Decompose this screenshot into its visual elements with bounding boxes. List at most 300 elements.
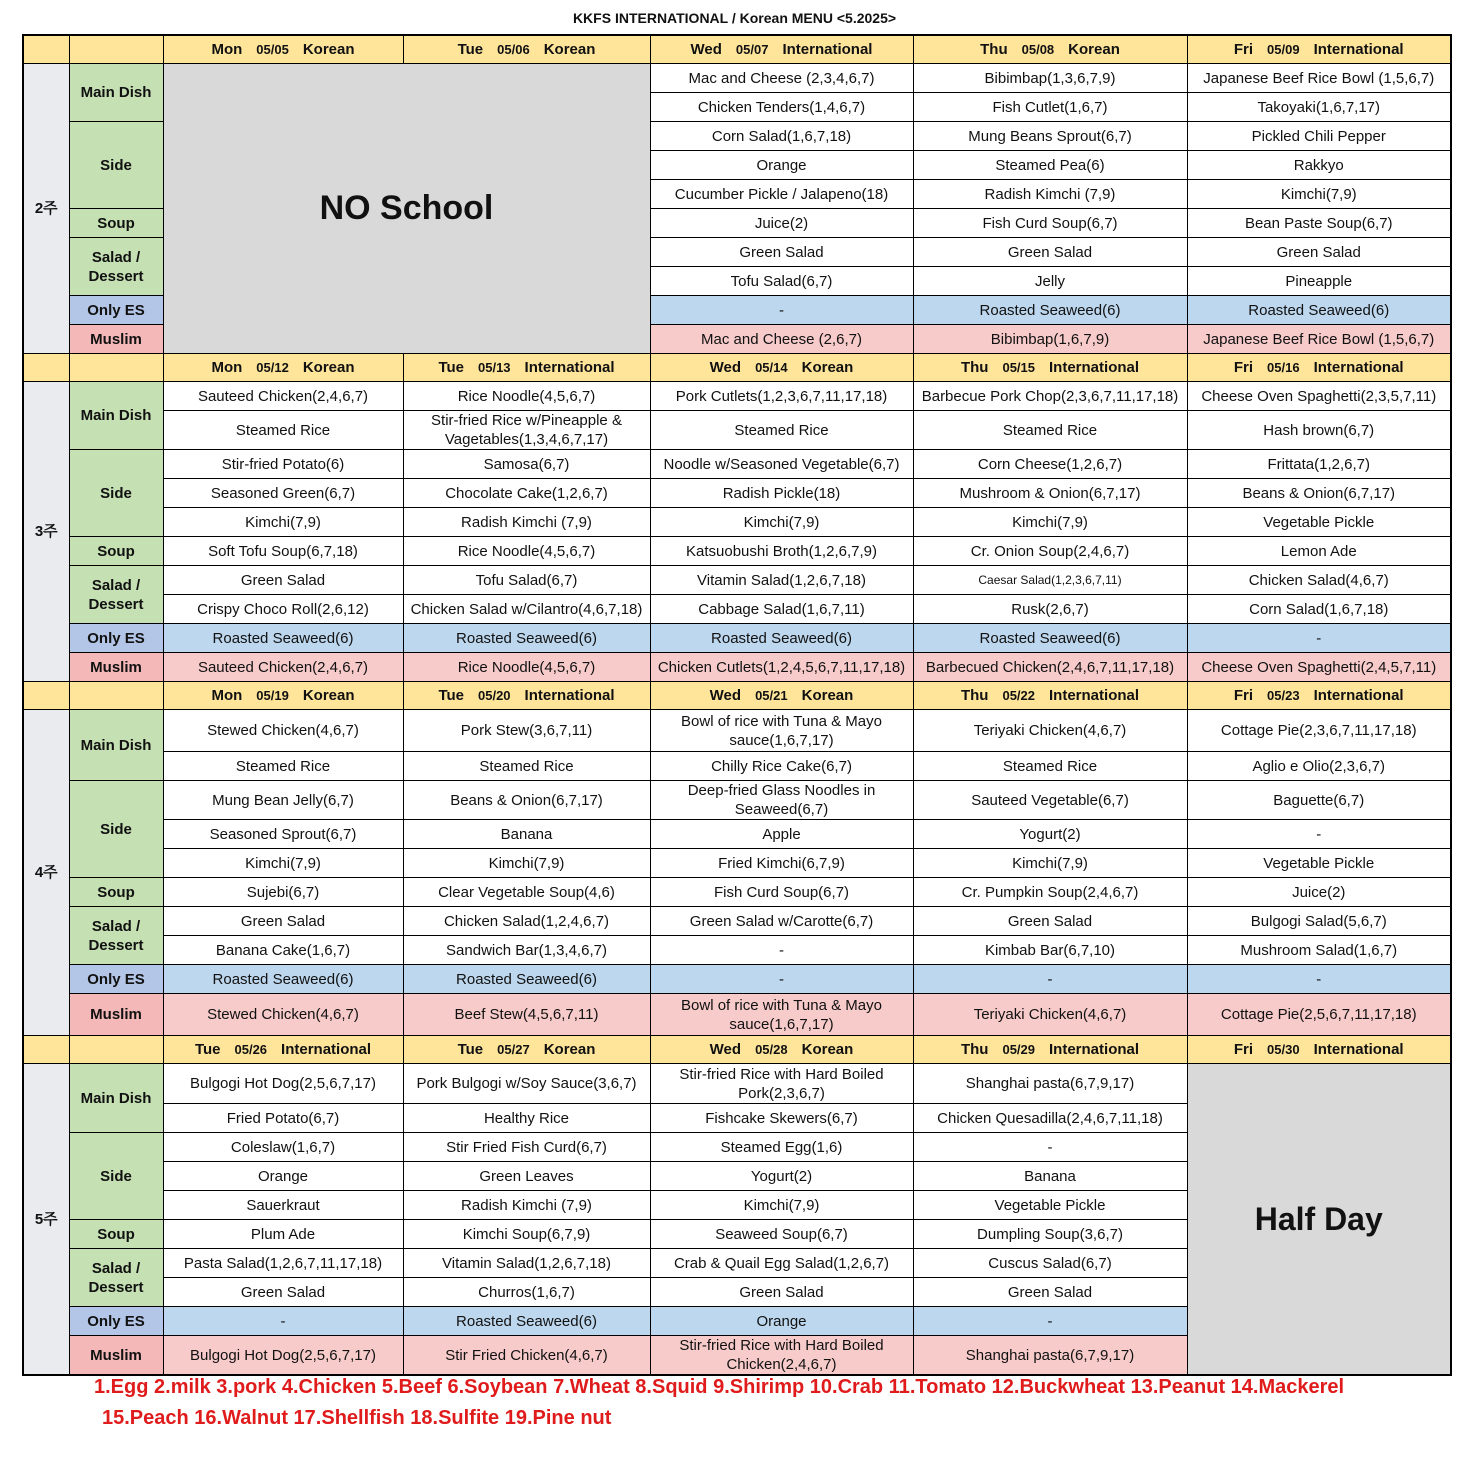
day-header [650,682,913,710]
menu-item: - [650,296,913,325]
menu-row [23,653,1451,682]
menu-row [23,820,1451,849]
menu-item: - [163,1307,403,1336]
day-menu-type: International [524,687,615,704]
menu-row [23,411,1451,450]
menu-item: Apple [650,820,913,849]
menu-item: Banana [913,1162,1187,1191]
category-side: Side [69,781,163,878]
category-soup: Soup [69,878,163,907]
day-menu-type: Korean [302,359,355,376]
category-salad: Salad / Dessert [69,1249,163,1307]
day-header [650,1036,913,1064]
menu-item: Green Leaves [403,1162,650,1191]
day-header [403,35,650,64]
menu-item: Kimchi(7,9) [403,849,650,878]
category-muslim: Muslim [69,1336,163,1376]
menu-item: Chilly Rice Cake(6,7) [650,752,913,781]
day-header [403,1036,650,1064]
menu-item: Steamed Rice [913,752,1187,781]
menu-item: Crispy Choco Roll(2,6,12) [163,595,403,624]
menu-item: Cr. Onion Soup(2,4,6,7) [913,537,1187,566]
day-name: Fri [1233,1041,1254,1058]
menu-item: Bulgogi Salad(5,6,7) [1187,907,1451,936]
menu-item: Tofu Salad(6,7) [650,267,913,296]
menu-item: Vegetable Pickle [913,1191,1187,1220]
day-date: 05/28 [755,1042,788,1057]
menu-item: Beans & Onion(6,7,17) [1187,479,1451,508]
menu-item: Radish Kimchi (7,9) [403,508,650,537]
menu-item: Steamed Rice [403,752,650,781]
menu-item: Roasted Seaweed(6) [163,965,403,994]
menu-item: Churros(1,6,7) [403,1278,650,1307]
menu-item: Cheese Oven Spaghetti(2,3,5,7,11) [1187,382,1451,411]
menu-item: Kimchi(7,9) [1187,180,1451,209]
menu-item: Barbecued Chicken(2,4,6,7,11,17,18) [913,653,1187,682]
day-menu-type: International [1049,687,1140,704]
menu-item: Stewed Chicken(4,6,7) [163,710,403,752]
menu-item: - [650,936,913,965]
menu-item: Green Salad [163,1278,403,1307]
day-name: Tue [438,359,464,376]
menu-item: Yogurt(2) [650,1162,913,1191]
menu-item: Teriyaki Chicken(4,6,7) [913,710,1187,752]
day-menu-type: Korean [543,41,596,58]
menu-item: Bibimbap(1,3,6,7,9) [913,64,1187,93]
day-date: 05/12 [256,360,289,375]
day-date: 05/21 [755,688,788,703]
half-day-cell: Half Day [1187,1064,1451,1376]
menu-item: Chicken Salad(1,2,4,6,7) [403,907,650,936]
menu-row [23,1064,1451,1104]
menu-item: Bowl of rice with Tuna & Mayo sauce(1,6,7,17) [650,994,913,1036]
menu-item: Steamed Rice [163,752,403,781]
menu-item: Kimchi Soup(6,7,9) [403,1220,650,1249]
header-blank [69,682,163,710]
menu-item: Bowl of rice with Tuna & Mayo sauce(1,6,7,17) [650,710,913,752]
day-menu-type: Korean [1068,41,1120,58]
day-header [913,35,1187,64]
menu-item: - [913,1307,1187,1336]
menu-item: Cucumber Pickle / Jalapeno(18) [650,180,913,209]
menu-item: Green Salad [163,907,403,936]
allergen-legend [94,1372,1344,1434]
category-muslim: Muslim [69,994,163,1036]
menu-item: Mac and Cheese (2,6,7) [650,325,913,354]
menu-item: Rice Noodle(4,5,6,7) [403,653,650,682]
day-header [913,354,1187,382]
menu-item: Sauteed Chicken(2,4,6,7) [163,382,403,411]
menu-item: Takoyaki(1,6,7,17) [1187,93,1451,122]
menu-item: Stir-fried Rice w/Pineapple & Vagetables(1,3,4,6,7,17) [403,411,650,450]
day-name: Thu [960,687,989,704]
menu-item: - [1187,624,1451,653]
menu-row [23,508,1451,537]
day-menu-type: International [524,359,615,376]
day-menu-type: International [1313,41,1404,58]
menu-item: Cottage Pie(2,3,6,7,11,17,18) [1187,710,1451,752]
menu-item: Sauteed Chicken(2,4,6,7) [163,653,403,682]
day-date: 05/16 [1267,360,1300,375]
menu-item: Soft Tofu Soup(6,7,18) [163,537,403,566]
header-blank [23,682,69,710]
day-name: Wed [690,41,722,58]
menu-item: Orange [650,151,913,180]
menu-item: Tofu Salad(6,7) [403,566,650,595]
menu-item: Chicken Quesadilla(2,4,6,7,11,18) [913,1104,1187,1133]
day-name: Wed [709,1041,742,1058]
day-header [163,354,403,382]
day-menu-type: International [1313,359,1404,376]
menu-item: Japanese Beef Rice Bowl (1,5,6,7) [1187,64,1451,93]
menu-item: Steamed Rice [650,411,913,450]
header-blank [23,1036,69,1064]
day-date: 05/07 [735,42,769,57]
category-only-es: Only ES [69,624,163,653]
menu-item: Sandwich Bar(1,3,4,6,7) [403,936,650,965]
menu-item: Green Salad [913,1278,1187,1307]
day-menu-type: Korean [302,41,355,58]
day-header [403,682,650,710]
menu-item: Pork Cutlets(1,2,3,6,7,11,17,18) [650,382,913,411]
menu-row [23,994,1451,1036]
menu-item: Dumpling Soup(3,6,7) [913,1220,1187,1249]
menu-item: Radish Kimchi (7,9) [403,1191,650,1220]
menu-item: Noodle w/Seasoned Vegetable(6,7) [650,450,913,479]
menu-item: Radish Kimchi (7,9) [913,180,1187,209]
day-header [650,354,913,382]
day-date: 05/22 [1002,688,1036,703]
category-muslim: Muslim [69,325,163,354]
menu-item: Vegetable Pickle [1187,508,1451,537]
menu-item: Deep-fried Glass Noodles in Seaweed(6,7) [650,781,913,820]
menu-item: Stir-fried Potato(6) [163,450,403,479]
menu-table [22,34,1452,1376]
menu-item: Sujebi(6,7) [163,878,403,907]
category-side: Side [69,122,163,209]
menu-item: Pork Bulgogi w/Soy Sauce(3,6,7) [403,1064,650,1104]
menu-item: Fried Potato(6,7) [163,1104,403,1133]
menu-item: Healthy Rice [403,1104,650,1133]
page-title: KKFS INTERNATIONAL / Korean MENU <5.2025> [572,10,897,26]
day-name: Wed [709,359,742,376]
week-header-row [23,354,1451,382]
menu-item: Banana [403,820,650,849]
category-soup: Soup [69,1220,163,1249]
week-label: 5주 [23,1064,69,1376]
menu-item: Shanghai pasta(6,7,9,17) [913,1064,1187,1104]
header-blank [69,354,163,382]
menu-item: Roasted Seaweed(6) [403,965,650,994]
menu-item: Bulgogi Hot Dog(2,5,6,7,17) [163,1336,403,1376]
menu-item: Green Salad w/Carotte(6,7) [650,907,913,936]
menu-item: Fish Cutlet(1,6,7) [913,93,1187,122]
no-school-cell: NO School [163,64,650,354]
menu-item: Katsuobushi Broth(1,2,6,7,9) [650,537,913,566]
menu-item: Sauteed Vegetable(6,7) [913,781,1187,820]
menu-item: Kimchi(7,9) [913,849,1187,878]
menu-item: Orange [650,1307,913,1336]
menu-row [23,878,1451,907]
day-date: 05/06 [497,42,530,57]
day-menu-type: International [1313,687,1404,704]
menu-item: Fried Kimchi(6,7,9) [650,849,913,878]
category-soup: Soup [69,537,163,566]
menu-item: Cabbage Salad(1,6,7,11) [650,595,913,624]
day-name: Thu [960,359,989,376]
day-name: Wed [709,687,742,704]
menu-item: Stir Fried Fish Curd(6,7) [403,1133,650,1162]
menu-item: Aglio e Olio(2,3,6,7) [1187,752,1451,781]
menu-item: - [913,965,1187,994]
menu-item: Green Salad [1187,238,1451,267]
day-name: Mon [211,41,243,58]
menu-item: Mung Bean Jelly(6,7) [163,781,403,820]
menu-item: Cottage Pie(2,5,6,7,11,17,18) [1187,994,1451,1036]
day-header [163,682,403,710]
menu-item: Plum Ade [163,1220,403,1249]
day-name: Fri [1233,41,1254,58]
menu-item: Fish Curd Soup(6,7) [650,878,913,907]
category-salad: Salad / Dessert [69,566,163,624]
menu-item: Mushroom Salad(1,6,7) [1187,936,1451,965]
menu-item: Chicken Tenders(1,4,6,7) [650,93,913,122]
menu-item: Clear Vegetable Soup(4,6) [403,878,650,907]
menu-item: Green Salad [163,566,403,595]
menu-item: Beef Stew(4,5,6,7,11) [403,994,650,1036]
menu-item: Steamed Rice [163,411,403,450]
day-name: Tue [194,1041,221,1058]
day-menu-type: International [782,41,873,58]
menu-item: Cuscus Salad(6,7) [913,1249,1187,1278]
menu-item: Chicken Cutlets(1,2,4,5,6,7,11,17,18) [650,653,913,682]
menu-item: Stewed Chicken(4,6,7) [163,994,403,1036]
category-main: Main Dish [69,710,163,781]
day-header [1187,1036,1451,1064]
menu-item: Mac and Cheese (2,3,4,6,7) [650,64,913,93]
menu-row [23,479,1451,508]
menu-item: Barbecue Pork Chop(2,3,6,7,11,17,18) [913,382,1187,411]
day-name: Mon [211,687,243,704]
menu-item: Steamed Egg(1,6) [650,1133,913,1162]
menu-item: Frittata(1,2,6,7) [1187,450,1451,479]
day-date: 05/26 [234,1042,268,1057]
menu-row [23,781,1451,820]
menu-item: Kimchi(7,9) [913,508,1187,537]
day-date: 05/29 [1002,1042,1036,1057]
week-label: 2주 [23,64,69,354]
menu-row [23,965,1451,994]
menu-item: Kimchi(7,9) [163,849,403,878]
header-blank [23,354,69,382]
day-header [1187,354,1451,382]
day-date: 05/08 [1021,42,1055,57]
header-blank [69,35,163,64]
menu-item: Steamed Pea(6) [913,151,1187,180]
week-label: 4주 [23,710,69,1036]
menu-item: Stir-fried Rice with Hard Boiled Pork(2,3,6,7) [650,1064,913,1104]
day-date: 05/27 [497,1042,530,1057]
allergen-legend-line-2: 15.Peach 16.Walnut 17.Shellfish 18.Sulfite 19.Pine nut [102,1407,612,1429]
menu-row [23,537,1451,566]
menu-item: Stir-fried Rice with Hard Boiled Chicken(2,4,6,7) [650,1336,913,1376]
menu-item: - [1187,965,1451,994]
menu-item: Rice Noodle(4,5,6,7) [403,382,650,411]
day-header [163,1036,403,1064]
menu-item: Chicken Salad w/Cilantro(4,6,7,18) [403,595,650,624]
day-menu-type: International [1313,1041,1404,1058]
menu-item: Rusk(2,6,7) [913,595,1187,624]
menu-item: Roasted Seaweed(6) [913,296,1187,325]
menu-item: Shanghai pasta(6,7,9,17) [913,1336,1187,1376]
menu-item: Samosa(6,7) [403,450,650,479]
menu-item: Corn Salad(1,6,7,18) [1187,595,1451,624]
menu-item: Mung Beans Sprout(6,7) [913,122,1187,151]
menu-item: Coleslaw(1,6,7) [163,1133,403,1162]
category-only-es: Only ES [69,296,163,325]
menu-item: Rakkyo [1187,151,1451,180]
day-name: Fri [1233,687,1254,704]
menu-row [23,566,1451,595]
day-name: Fri [1233,359,1254,376]
menu-item: - [1187,820,1451,849]
menu-item: Teriyaki Chicken(4,6,7) [913,994,1187,1036]
menu-item: Kimbab Bar(6,7,10) [913,936,1187,965]
menu-item: Kimchi(7,9) [650,508,913,537]
day-name: Mon [211,359,243,376]
menu-item: Kimchi(7,9) [650,1191,913,1220]
menu-row [23,382,1451,411]
menu-item: Hash brown(6,7) [1187,411,1451,450]
menu-item: Kimchi(7,9) [163,508,403,537]
menu-item: Bulgogi Hot Dog(2,5,6,7,17) [163,1064,403,1104]
day-menu-type: International [1049,1041,1140,1058]
day-menu-type: Korean [543,1041,596,1058]
category-muslim: Muslim [69,653,163,682]
day-date: 05/15 [1002,360,1036,375]
menu-item: Vitamin Salad(1,2,6,7,18) [650,566,913,595]
day-date: 05/30 [1267,1042,1300,1057]
menu-row [23,710,1451,752]
menu-item: Seasoned Green(6,7) [163,479,403,508]
day-menu-type: Korean [801,1041,854,1058]
menu-item: Corn Cheese(1,2,6,7) [913,450,1187,479]
menu-item: Sauerkraut [163,1191,403,1220]
day-menu-type: Korean [302,687,355,704]
menu-item: Pineapple [1187,267,1451,296]
menu-item: Cr. Pumpkin Soup(2,4,6,7) [913,878,1187,907]
menu-item: Roasted Seaweed(6) [403,1307,650,1336]
day-date: 05/14 [755,360,788,375]
category-only-es: Only ES [69,965,163,994]
day-date: 05/20 [478,688,511,703]
menu-item: Chicken Salad(4,6,7) [1187,566,1451,595]
day-date: 05/05 [256,42,289,57]
week-header-row [23,1036,1451,1064]
menu-item: - [913,1133,1187,1162]
menu-item: Green Salad [913,907,1187,936]
day-header [1187,35,1451,64]
menu-item: Pickled Chili Pepper [1187,122,1451,151]
category-side: Side [69,450,163,537]
category-main: Main Dish [69,1064,163,1133]
day-menu-type: International [281,1041,372,1058]
category-soup: Soup [69,209,163,238]
day-name: Tue [457,41,484,58]
menu-item: Pork Stew(3,6,7,11) [403,710,650,752]
menu-item: Seaweed Soup(6,7) [650,1220,913,1249]
menu-item: Roasted Seaweed(6) [403,624,650,653]
menu-item: Mushroom & Onion(6,7,17) [913,479,1187,508]
day-menu-type: International [1049,359,1140,376]
menu-item: Seasoned Sprout(6,7) [163,820,403,849]
category-side: Side [69,1133,163,1220]
menu-item: Crab & Quail Egg Salad(1,2,6,7) [650,1249,913,1278]
menu-item: Roasted Seaweed(6) [650,624,913,653]
week-label: 3주 [23,382,69,682]
day-header [1187,682,1451,710]
menu-item: Pasta Salad(1,2,6,7,11,17,18) [163,1249,403,1278]
header-blank [69,1036,163,1064]
category-main: Main Dish [69,382,163,450]
day-name: Thu [960,1041,989,1058]
menu-row [23,936,1451,965]
menu-item: Bean Paste Soup(6,7) [1187,209,1451,238]
week-header-row [23,682,1451,710]
menu-item: Beans & Onion(6,7,17) [403,781,650,820]
menu-item: Yogurt(2) [913,820,1187,849]
menu-item: Radish Pickle(18) [650,479,913,508]
day-menu-type: Korean [801,687,854,704]
menu-item: Banana Cake(1,6,7) [163,936,403,965]
menu-item: Roasted Seaweed(6) [163,624,403,653]
menu-item: Orange [163,1162,403,1191]
menu-item: Juice(2) [650,209,913,238]
menu-item: Bibimbap(1,6,7,9) [913,325,1187,354]
day-menu-type: Korean [801,359,854,376]
menu-item: Caesar Salad(1,2,3,6,7,11) [913,566,1187,595]
menu-row [23,64,1451,93]
day-name: Tue [438,687,464,704]
menu-item: Juice(2) [1187,878,1451,907]
day-name: Thu [980,41,1008,58]
menu-item: Stir Fried Chicken(4,6,7) [403,1336,650,1376]
allergen-legend-line-1: 1.Egg 2.milk 3.pork 4.Chicken 5.Beef 6.Soybean 7.Wheat 8.Squid 9.Shirimp 10.Crab 11.Tomato 12.Buckwheat 13.Peanut 14.Mackerel [94,1376,1345,1398]
menu-row [23,624,1451,653]
menu-item: Green Salad [650,1278,913,1307]
menu-item: Chocolate Cake(1,2,6,7) [403,479,650,508]
day-header [403,354,650,382]
category-salad: Salad / Dessert [69,907,163,965]
menu-item: Baguette(6,7) [1187,781,1451,820]
menu-item: Lemon Ade [1187,537,1451,566]
menu-row [23,752,1451,781]
menu-item: Vitamin Salad(1,2,6,7,18) [403,1249,650,1278]
menu-item: Roasted Seaweed(6) [913,624,1187,653]
category-main: Main Dish [69,64,163,122]
day-date: 05/23 [1267,688,1300,703]
category-salad: Salad / Dessert [69,238,163,296]
menu-row [23,450,1451,479]
week-header-row [23,35,1451,64]
menu-item: Roasted Seaweed(6) [1187,296,1451,325]
menu-item: - [650,965,913,994]
menu-item: Japanese Beef Rice Bowl (1,5,6,7) [1187,325,1451,354]
menu-item: Fishcake Skewers(6,7) [650,1104,913,1133]
day-name: Tue [457,1041,484,1058]
day-header [913,1036,1187,1064]
menu-item: Fish Curd Soup(6,7) [913,209,1187,238]
